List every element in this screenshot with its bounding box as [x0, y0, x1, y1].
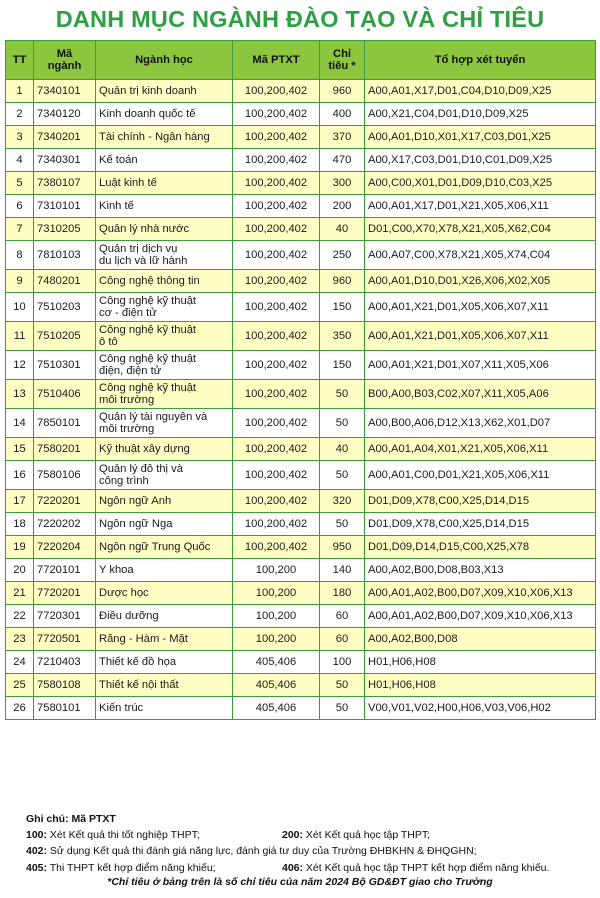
- footer-note: *Chỉ tiêu ở bảng trên là số chỉ tiêu của năm 2024 Bộ GD&ĐT giao cho Trường: [107, 876, 493, 888]
- cell-tt: 11: [6, 322, 34, 351]
- cell-nganh-hoc: [96, 103, 233, 126]
- cell-chi-tieu: 60: [320, 605, 365, 628]
- cell-ma-nganh: 7210403: [34, 651, 96, 674]
- cell-ma-nganh: 7810103: [34, 241, 96, 270]
- cell-ma-nganh: 7340101: [34, 80, 96, 103]
- nganh-hoc-line1: Quản lý đô thị và: [99, 462, 183, 475]
- table-row: [6, 293, 596, 322]
- cell-to-hop: A00,A01,C00,D01,X21,X05,X06,X11: [365, 461, 596, 490]
- cell-chi-tieu: 150: [320, 293, 365, 322]
- cell-to-hop: A00,A01,X21,D01,X05,X06,X07,X11: [365, 322, 596, 351]
- cell-to-hop: A00,A01,X21,D01,X05,X06,X07,X11: [365, 293, 596, 322]
- nganh-hoc-line1: Y khoa: [99, 563, 134, 576]
- cell-tt: 10: [6, 293, 34, 322]
- notes-row-2: [26, 843, 596, 859]
- table-header-row: [6, 41, 596, 80]
- cell-tt: 4: [6, 149, 34, 172]
- cell-ma-nganh: 7310101: [34, 195, 96, 218]
- cell-to-hop: D01,C00,X70,X78,X21,X05,X62,C04: [365, 218, 596, 241]
- table-row: [6, 351, 596, 380]
- note-405-text: Thi THPT kết hợp điểm năng khiếu;: [47, 861, 216, 874]
- cell-tt: 21: [6, 582, 34, 605]
- cell-chi-tieu: 960: [320, 80, 365, 103]
- nganh-hoc-line2: môi trường: [99, 394, 155, 406]
- note-406: [282, 860, 549, 876]
- cell-to-hop: A00,A01,X17,D01,X21,X05,X06,X11: [365, 195, 596, 218]
- table-row: [6, 461, 596, 490]
- cell-ma-ptxt: 100,200,402: [233, 218, 320, 241]
- notes-heading: Ghi chú: Mã PTXT: [26, 813, 116, 825]
- nganh-hoc-line1: Răng - Hàm - Mặt: [99, 632, 188, 645]
- cell-nganh-hoc: [96, 351, 233, 380]
- cell-tt: 26: [6, 697, 34, 720]
- cell-tt: 9: [6, 270, 34, 293]
- cell-chi-tieu: 100: [320, 651, 365, 674]
- cell-chi-tieu: 960: [320, 270, 365, 293]
- cell-nganh-hoc: [96, 582, 233, 605]
- cell-ma-nganh: 7220202: [34, 513, 96, 536]
- cell-tt: 14: [6, 409, 34, 438]
- cell-ma-ptxt: 100,200,402: [233, 438, 320, 461]
- cell-ma-nganh: 7580201: [34, 438, 96, 461]
- note-200: [282, 827, 430, 843]
- cell-nganh-hoc: [96, 605, 233, 628]
- cell-nganh-hoc: [96, 126, 233, 149]
- cell-ma-nganh: 7510205: [34, 322, 96, 351]
- cell-to-hop: D01,D09,X78,C00,X25,D14,D15: [365, 513, 596, 536]
- cell-nganh-hoc: [96, 218, 233, 241]
- nganh-hoc-line1: Quản trị dịch vụ: [99, 242, 178, 255]
- cell-to-hop: D01,D09,D14,D15,C00,X25,X78: [365, 536, 596, 559]
- cell-ma-ptxt: 405,406: [233, 674, 320, 697]
- cell-ma-nganh: 7720101: [34, 559, 96, 582]
- cell-nganh-hoc: [96, 536, 233, 559]
- header-nganh-hoc: Ngành học: [96, 41, 233, 80]
- cell-to-hop: H01,H06,H08: [365, 651, 596, 674]
- table-row: [6, 559, 596, 582]
- cell-tt: 3: [6, 126, 34, 149]
- cell-tt: 18: [6, 513, 34, 536]
- cell-ma-ptxt: 100,200,402: [233, 461, 320, 490]
- cell-chi-tieu: 320: [320, 490, 365, 513]
- cell-ma-ptxt: 405,406: [233, 651, 320, 674]
- cell-tt: 13: [6, 380, 34, 409]
- header-ma-nganh-line1: Mã: [56, 47, 73, 60]
- nganh-hoc-line1: Ngôn ngữ Trung Quốc: [99, 540, 211, 553]
- cell-to-hop: A00,X17,C03,D01,D10,C01,D09,X25: [365, 149, 596, 172]
- cell-to-hop: A00,A01,A04,X01,X21,X05,X06,X11: [365, 438, 596, 461]
- cell-nganh-hoc: [96, 438, 233, 461]
- header-ma-nganh-line2: ngành: [47, 60, 82, 72]
- cell-nganh-hoc: [96, 628, 233, 651]
- nganh-hoc-line2: cơ - điện tử: [99, 307, 157, 319]
- cell-tt: 8: [6, 241, 34, 270]
- cell-chi-tieu: 150: [320, 351, 365, 380]
- page-title: DANH MỤC NGÀNH ĐÀO TẠO VÀ CHỈ TIÊU: [55, 6, 545, 32]
- cell-chi-tieu: 470: [320, 149, 365, 172]
- notes-heading-row: [26, 811, 596, 827]
- cell-chi-tieu: 140: [320, 559, 365, 582]
- header-ma-ptxt: Mã PTXT: [233, 41, 320, 80]
- note-100-code: 100:: [26, 829, 48, 842]
- cell-chi-tieu: 40: [320, 218, 365, 241]
- cell-ma-ptxt: 100,200: [233, 582, 320, 605]
- cell-tt: 16: [6, 461, 34, 490]
- cell-to-hop: A00,A01,A02,B00,D07,X09,X10,X06,X13: [365, 605, 596, 628]
- cell-ma-nganh: 7510406: [34, 380, 96, 409]
- cell-ma-nganh: 7220204: [34, 536, 96, 559]
- cell-tt: 24: [6, 651, 34, 674]
- cell-ma-ptxt: 100,200,402: [233, 513, 320, 536]
- nganh-hoc-line1: Công nghệ kỹ thuật: [99, 323, 197, 336]
- programs-table: [5, 40, 596, 720]
- cell-ma-ptxt: 100,200: [233, 605, 320, 628]
- table-row: [6, 218, 596, 241]
- table-row: [6, 195, 596, 218]
- cell-tt: 7: [6, 218, 34, 241]
- note-406-code: 406:: [282, 861, 304, 874]
- cell-to-hop: A00,A01,D10,X01,X17,C03,D01,X25: [365, 126, 596, 149]
- cell-nganh-hoc: [96, 172, 233, 195]
- cell-tt: 25: [6, 674, 34, 697]
- cell-to-hop: A00,A01,X17,D01,C04,D10,D09,X25: [365, 80, 596, 103]
- cell-nganh-hoc: [96, 490, 233, 513]
- cell-chi-tieu: 50: [320, 380, 365, 409]
- cell-ma-ptxt: 100,200,402: [233, 172, 320, 195]
- cell-tt: 2: [6, 103, 34, 126]
- cell-nganh-hoc: [96, 241, 233, 270]
- cell-ma-nganh: 7510203: [34, 293, 96, 322]
- nganh-hoc-line2: môi trường: [99, 423, 155, 435]
- table-row: [6, 674, 596, 697]
- cell-tt: 5: [6, 172, 34, 195]
- cell-chi-tieu: 50: [320, 513, 365, 536]
- cell-nganh-hoc: [96, 149, 233, 172]
- cell-tt: 17: [6, 490, 34, 513]
- cell-chi-tieu: 40: [320, 438, 365, 461]
- cell-chi-tieu: 950: [320, 536, 365, 559]
- nganh-hoc-line2: du lịch và lữ hành: [99, 255, 188, 267]
- cell-to-hop: H01,H06,H08: [365, 674, 596, 697]
- cell-chi-tieu: 350: [320, 322, 365, 351]
- table-row: [6, 438, 596, 461]
- table-row: [6, 697, 596, 720]
- cell-nganh-hoc: [96, 409, 233, 438]
- cell-chi-tieu: 50: [320, 409, 365, 438]
- note-405-code: 405:: [26, 861, 48, 874]
- cell-nganh-hoc: [96, 322, 233, 351]
- table-row: [6, 380, 596, 409]
- cell-to-hop: B00,A00,B03,C02,X07,X11,X05,A06: [365, 380, 596, 409]
- nganh-hoc-line1: Kiến trúc: [99, 701, 144, 714]
- cell-tt: 20: [6, 559, 34, 582]
- table-row: [6, 628, 596, 651]
- cell-to-hop: D01,D09,X78,C00,X25,D14,D15: [365, 490, 596, 513]
- nganh-hoc-line1: Điều dưỡng: [99, 609, 159, 622]
- cell-nganh-hoc: [96, 80, 233, 103]
- note-405: [26, 862, 216, 874]
- cell-ma-nganh: 7480201: [34, 270, 96, 293]
- cell-ma-nganh: 7510301: [34, 351, 96, 380]
- cell-to-hop: A00,A01,X21,D01,X07,X11,X05,X06: [365, 351, 596, 380]
- cell-ma-ptxt: 100,200: [233, 628, 320, 651]
- cell-ma-nganh: 7720201: [34, 582, 96, 605]
- header-ma-nganh: [34, 41, 96, 80]
- header-to-hop: Tổ hợp xét tuyển: [365, 41, 596, 80]
- cell-ma-ptxt: 100,200,402: [233, 270, 320, 293]
- table-row: [6, 149, 596, 172]
- cell-nganh-hoc: [96, 513, 233, 536]
- cell-ma-nganh: 7340201: [34, 126, 96, 149]
- nganh-hoc-line2: điện, điện tử: [99, 365, 162, 377]
- notes: [26, 811, 596, 876]
- note-100-text: Xét Kết quả thi tốt nghiệp THPT;: [47, 829, 200, 842]
- cell-to-hop: V00,V01,V02,H00,H06,V03,V06,H02: [365, 697, 596, 720]
- note-200-code: 200:: [282, 829, 304, 842]
- cell-ma-nganh: 7380107: [34, 172, 96, 195]
- nganh-hoc-line1: Quản trị kinh doanh: [99, 84, 197, 97]
- cell-nganh-hoc: [96, 651, 233, 674]
- nganh-hoc-line1: Dược học: [99, 586, 149, 599]
- cell-nganh-hoc: [96, 461, 233, 490]
- cell-to-hop: A00,A02,B00,D08: [365, 628, 596, 651]
- nganh-hoc-line1: Quản lý tài nguyên và: [99, 410, 208, 423]
- cell-ma-ptxt: 405,406: [233, 697, 320, 720]
- cell-to-hop: A00,A01,D10,D01,X26,X06,X02,X05: [365, 270, 596, 293]
- cell-nganh-hoc: [96, 270, 233, 293]
- cell-to-hop: A00,A02,B00,D08,B03,X13: [365, 559, 596, 582]
- cell-ma-nganh: 7340301: [34, 149, 96, 172]
- cell-tt: 22: [6, 605, 34, 628]
- nganh-hoc-line2: ô tô: [99, 336, 118, 348]
- table-row: [6, 172, 596, 195]
- header-tt: TT: [6, 41, 34, 80]
- header-chi-tieu-line1: Chỉ: [332, 47, 352, 60]
- nganh-hoc-line1: Công nghệ thông tin: [99, 274, 200, 287]
- note-406-text: Xét Kết quả học tập THPT kết hợp điểm năng khiếu.: [303, 861, 550, 874]
- cell-tt: 1: [6, 80, 34, 103]
- cell-chi-tieu: 50: [320, 461, 365, 490]
- notes-row-1: [26, 827, 596, 843]
- table-row: [6, 409, 596, 438]
- table-row: [6, 605, 596, 628]
- cell-ma-ptxt: 100,200,402: [233, 409, 320, 438]
- table-row: [6, 582, 596, 605]
- cell-ma-ptxt: 100,200,402: [233, 293, 320, 322]
- table-row: [6, 80, 596, 103]
- cell-ma-ptxt: 100,200,402: [233, 490, 320, 513]
- table-row: [6, 103, 596, 126]
- cell-ma-ptxt: 100,200,402: [233, 351, 320, 380]
- table-row: [6, 536, 596, 559]
- nganh-hoc-line1: Công nghệ kỹ thuật: [99, 294, 197, 307]
- nganh-hoc-line2: công trình: [99, 475, 149, 487]
- cell-ma-nganh: 7580106: [34, 461, 96, 490]
- table-row: [6, 513, 596, 536]
- cell-ma-ptxt: 100,200,402: [233, 536, 320, 559]
- nganh-hoc-line1: Kinh tế: [99, 199, 134, 212]
- cell-to-hop: A00,A07,C00,X78,X21,X05,X74,C04: [365, 241, 596, 270]
- nganh-hoc-line1: Ngôn ngữ Nga: [99, 517, 173, 530]
- cell-ma-ptxt: 100,200,402: [233, 103, 320, 126]
- cell-tt: 19: [6, 536, 34, 559]
- note-100: [26, 829, 200, 841]
- cell-ma-ptxt: 100,200,402: [233, 195, 320, 218]
- table-body: [6, 80, 596, 720]
- note-402-text: Sử dụng Kết quả thi đánh giá năng lực, đánh giá tư duy của Trường ĐHBKHN & ĐHQGHN;: [47, 845, 477, 858]
- cell-tt: 6: [6, 195, 34, 218]
- table-row: [6, 126, 596, 149]
- cell-ma-nganh: 7720301: [34, 605, 96, 628]
- nganh-hoc-line1: Thiết kế đồ họa: [99, 655, 177, 668]
- cell-chi-tieu: 200: [320, 195, 365, 218]
- cell-tt: 12: [6, 351, 34, 380]
- note-200-text: Xét Kết quả học tập THPT;: [303, 829, 431, 842]
- cell-nganh-hoc: [96, 195, 233, 218]
- cell-ma-ptxt: 100,200,402: [233, 149, 320, 172]
- header-chi-tieu-line2: tiêu *: [328, 60, 356, 72]
- nganh-hoc-line1: Công nghệ kỹ thuật: [99, 381, 197, 394]
- cell-nganh-hoc: [96, 380, 233, 409]
- nganh-hoc-line1: Quản lý nhà nước: [99, 222, 190, 235]
- cell-tt: 23: [6, 628, 34, 651]
- cell-to-hop: A00,B00,A06,D12,X13,X62,X01,D07: [365, 409, 596, 438]
- cell-to-hop: A00,A01,A02,B00,D07,X09,X10,X06,X13: [365, 582, 596, 605]
- cell-chi-tieu: 180: [320, 582, 365, 605]
- header-chi-tieu: [320, 41, 365, 80]
- cell-ma-nganh: 7310205: [34, 218, 96, 241]
- table-row: [6, 651, 596, 674]
- cell-chi-tieu: 400: [320, 103, 365, 126]
- cell-chi-tieu: 250: [320, 241, 365, 270]
- table-row: [6, 241, 596, 270]
- cell-ma-nganh: 7580101: [34, 697, 96, 720]
- cell-to-hop: A00,C00,X01,D01,D09,D10,C03,X25: [365, 172, 596, 195]
- nganh-hoc-line1: Kỹ thuật xây dựng: [99, 442, 190, 455]
- cell-nganh-hoc: [96, 293, 233, 322]
- nganh-hoc-line1: Công nghệ kỹ thuật: [99, 352, 197, 365]
- cell-ma-nganh: 7340120: [34, 103, 96, 126]
- nganh-hoc-line1: Thiết kế nội thất: [99, 678, 179, 691]
- cell-ma-ptxt: 100,200,402: [233, 322, 320, 351]
- nganh-hoc-line1: Kinh doanh quốc tế: [99, 107, 196, 120]
- table-row: [6, 490, 596, 513]
- cell-ma-ptxt: 100,200,402: [233, 380, 320, 409]
- cell-tt: 15: [6, 438, 34, 461]
- note-402-code: 402:: [26, 845, 48, 858]
- table-row: [6, 322, 596, 351]
- cell-chi-tieu: 50: [320, 697, 365, 720]
- nganh-hoc-line1: Ngôn ngữ Anh: [99, 494, 172, 507]
- cell-ma-nganh: 7580108: [34, 674, 96, 697]
- cell-nganh-hoc: [96, 559, 233, 582]
- cell-ma-nganh: 7720501: [34, 628, 96, 651]
- cell-nganh-hoc: [96, 697, 233, 720]
- cell-chi-tieu: 370: [320, 126, 365, 149]
- cell-ma-nganh: 7850101: [34, 409, 96, 438]
- cell-to-hop: A00,X21,C04,D01,D10,D09,X25: [365, 103, 596, 126]
- cell-chi-tieu: 60: [320, 628, 365, 651]
- cell-ma-ptxt: 100,200,402: [233, 241, 320, 270]
- notes-row-3: [26, 860, 596, 876]
- cell-chi-tieu: 300: [320, 172, 365, 195]
- nganh-hoc-line1: Tài chính - Ngân hàng: [99, 130, 210, 143]
- cell-nganh-hoc: [96, 674, 233, 697]
- cell-ma-ptxt: 100,200,402: [233, 126, 320, 149]
- table-row: [6, 270, 596, 293]
- cell-ma-nganh: 7220201: [34, 490, 96, 513]
- nganh-hoc-line1: Luật kinh tế: [99, 176, 157, 189]
- nganh-hoc-line1: Kế toán: [99, 153, 138, 166]
- cell-ma-ptxt: 100,200,402: [233, 80, 320, 103]
- cell-chi-tieu: 50: [320, 674, 365, 697]
- cell-ma-ptxt: 100,200: [233, 559, 320, 582]
- note-402: [26, 845, 477, 857]
